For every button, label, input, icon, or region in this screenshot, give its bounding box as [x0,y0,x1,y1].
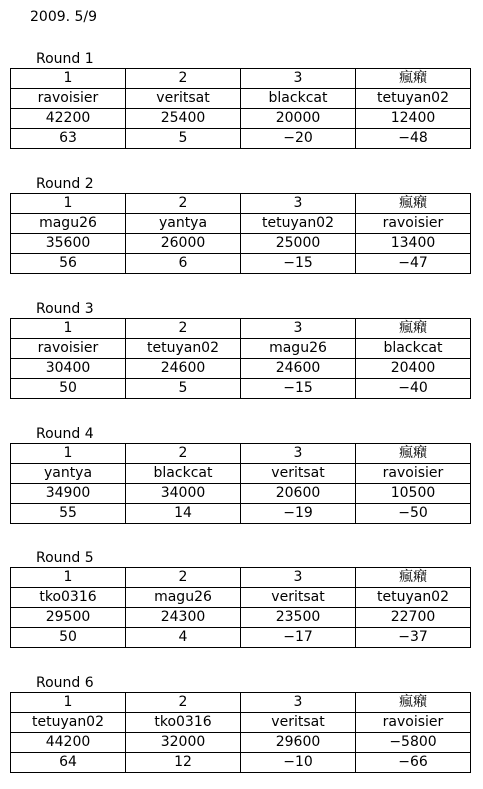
rank-header-cell: 1 [11,194,126,214]
score-row [11,109,471,129]
rank-header-row [11,319,471,339]
score-cell: 29600 [241,733,356,753]
points-cell: 50 [11,628,126,648]
score-cell: 32000 [126,733,241,753]
points-row [11,254,471,274]
rank-header-cell: 2 [126,568,241,588]
score-cell: 26000 [126,234,241,254]
score-cell: 35600 [11,234,126,254]
player-cell: tetuyan02 [11,713,126,733]
player-cell: tko0316 [11,588,126,608]
points-cell: −66 [356,753,471,773]
rank-header-cell: 1 [11,568,126,588]
score-cell: 30400 [11,359,126,379]
player-cell: tko0316 [126,713,241,733]
score-cell: 25000 [241,234,356,254]
points-cell: −15 [241,254,356,274]
results-table [10,692,471,773]
player-cell: blackcat [241,89,356,109]
points-cell: −19 [241,504,356,524]
player-cell: blackcat [356,339,471,359]
rank-header-cell: 3 [241,69,356,89]
results-table [10,567,471,648]
player-cell: yantya [126,214,241,234]
points-cell: 56 [11,254,126,274]
player-cell: magu26 [126,588,241,608]
points-cell: 64 [11,753,126,773]
player-row [11,588,471,608]
player-cell: veritsat [241,464,356,484]
points-cell: 12 [126,753,241,773]
player-cell: ravoisier [356,464,471,484]
player-cell: magu26 [11,214,126,234]
rank-header-row [11,693,471,713]
rank-header-cell: 2 [126,69,241,89]
rank-header-cell: 瘋癪 [356,69,471,89]
date-label: 2009. 5/9 [30,9,98,25]
points-cell: 50 [11,379,126,399]
rank-header-cell: 3 [241,444,356,464]
points-cell: −40 [356,379,471,399]
score-row [11,733,471,753]
player-cell: ravoisier [356,214,471,234]
score-cell: 20400 [356,359,471,379]
points-cell: −48 [356,129,471,149]
rank-header-cell: 1 [11,319,126,339]
points-cell: −50 [356,504,471,524]
player-cell: tetuyan02 [241,214,356,234]
rank-header-cell: 2 [126,194,241,214]
score-cell: 24300 [126,608,241,628]
results-table [10,68,471,149]
rank-header-row [11,444,471,464]
score-cell: 34000 [126,484,241,504]
rank-header-row [11,194,471,214]
rank-header-cell: 2 [126,319,241,339]
score-cell: 29500 [11,608,126,628]
score-cell: 24600 [241,359,356,379]
rank-header-cell: 2 [126,693,241,713]
score-cell: 23500 [241,608,356,628]
points-cell: 5 [126,379,241,399]
player-cell: veritsat [126,89,241,109]
score-row [11,484,471,504]
player-row [11,339,471,359]
score-cell: −5800 [356,733,471,753]
player-cell: ravoisier [11,89,126,109]
player-row [11,464,471,484]
player-row [11,214,471,234]
score-cell: 12400 [356,109,471,129]
rank-header-cell: 瘋癪 [356,568,471,588]
player-row [11,713,471,733]
round-title: Round 1 [36,51,94,67]
points-cell: −15 [241,379,356,399]
player-cell: tetuyan02 [126,339,241,359]
player-cell: ravoisier [11,339,126,359]
player-cell: veritsat [241,588,356,608]
rank-header-cell: 瘋癪 [356,194,471,214]
score-cell: 24600 [126,359,241,379]
player-cell: ravoisier [356,713,471,733]
rank-header-row [11,69,471,89]
points-cell: −20 [241,129,356,149]
score-row [11,234,471,254]
rank-header-cell: 1 [11,444,126,464]
points-cell: 5 [126,129,241,149]
rank-header-cell: 3 [241,194,356,214]
player-cell: tetuyan02 [356,588,471,608]
rank-header-cell: 1 [11,693,126,713]
player-cell: yantya [11,464,126,484]
points-cell: −10 [241,753,356,773]
rank-header-cell: 1 [11,69,126,89]
results-table [10,443,471,524]
round-title: Round 6 [36,675,94,691]
score-row [11,608,471,628]
score-cell: 25400 [126,109,241,129]
rank-header-cell: 3 [241,693,356,713]
round-title: Round 4 [36,426,94,442]
score-cell: 42200 [11,109,126,129]
round-title: Round 3 [36,301,94,317]
points-row [11,628,471,648]
results-table [10,193,471,274]
score-cell: 44200 [11,733,126,753]
rank-header-cell: 瘋癪 [356,444,471,464]
player-cell: blackcat [126,464,241,484]
score-row [11,359,471,379]
results-table [10,318,471,399]
round-title: Round 5 [36,550,94,566]
points-row [11,504,471,524]
points-cell: 4 [126,628,241,648]
player-cell: tetuyan02 [356,89,471,109]
round-title: Round 2 [36,176,94,192]
score-cell: 22700 [356,608,471,628]
rank-header-cell: 3 [241,319,356,339]
score-cell: 13400 [356,234,471,254]
points-cell: −17 [241,628,356,648]
score-cell: 10500 [356,484,471,504]
rank-header-cell: 2 [126,444,241,464]
points-cell: −47 [356,254,471,274]
score-cell: 20600 [241,484,356,504]
points-cell: 14 [126,504,241,524]
score-cell: 34900 [11,484,126,504]
player-row [11,89,471,109]
player-cell: magu26 [241,339,356,359]
rank-header-row [11,568,471,588]
points-cell: −37 [356,628,471,648]
rank-header-cell: 3 [241,568,356,588]
points-cell: 55 [11,504,126,524]
points-row [11,129,471,149]
player-cell: veritsat [241,713,356,733]
rank-header-cell: 瘋癪 [356,319,471,339]
points-cell: 63 [11,129,126,149]
score-cell: 20000 [241,109,356,129]
points-row [11,753,471,773]
points-cell: 6 [126,254,241,274]
rank-header-cell: 瘋癪 [356,693,471,713]
points-row [11,379,471,399]
